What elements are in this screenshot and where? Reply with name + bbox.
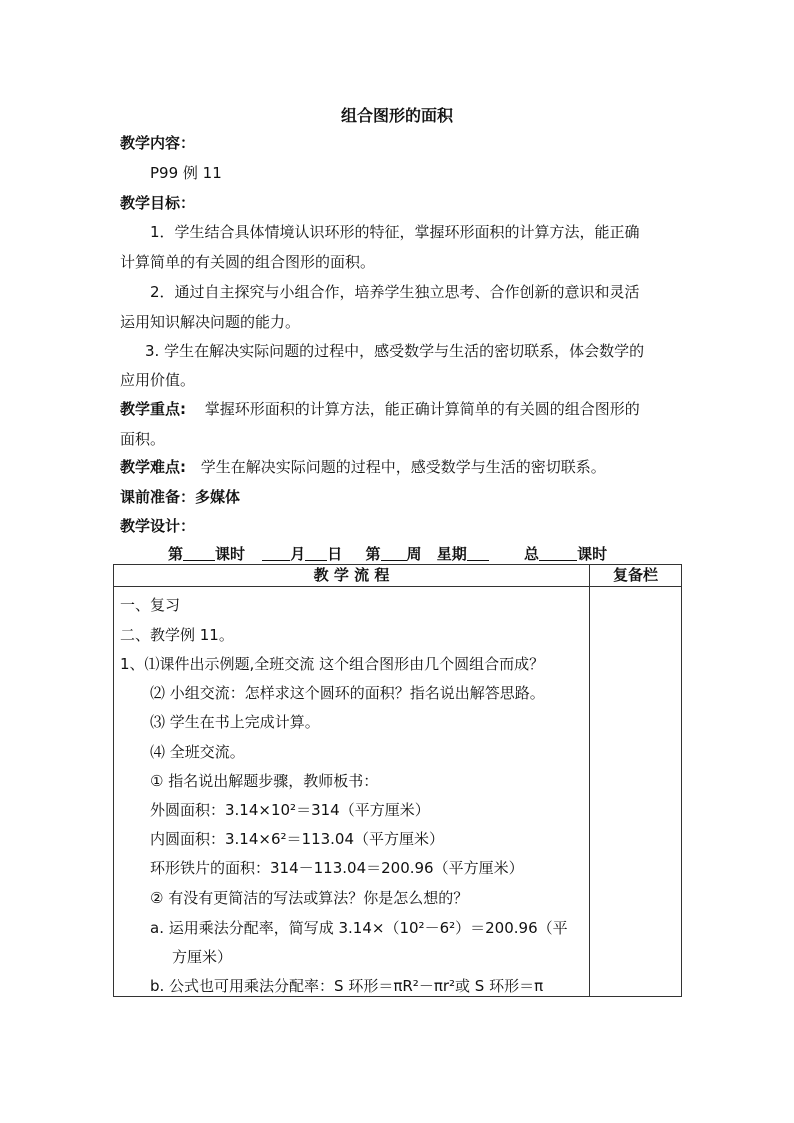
flow-line: 1、⑴课件出示例题,全班交流 这个组合图形由几个圆组合而成？ [120,655,545,673]
schedule-zong: 总 [524,545,540,563]
blank-total [539,546,577,561]
notes-cell [590,587,682,997]
schedule-yue: 月 [290,545,306,563]
schedule-xingqi: 星期 [436,545,467,563]
content-value: P99 例 11 [150,164,222,182]
schedule-ri: 日 [327,545,343,563]
flow-line: 方厘米） [172,948,233,966]
goal2-line1: 2．通过自主探究与小组合作，培养学生独立思考、合作创新的意识和灵活 [150,283,640,301]
key-line1: 掌握环形面积的计算方法，能正确计算简单的有关圆的组合图形的 [204,400,640,418]
flow-line: 内圆面积：3.14×6²＝113.04（平方厘米） [150,830,445,848]
flow-line: ② 有没有更简洁的写法或算法？你是怎么想的？ [150,889,469,907]
blank-day [305,546,327,561]
flow-line: 二、教学例 11。 [120,626,234,644]
flow-line: b. 公式也可用乘法分配率：S 环形＝πR²－πr²或 S 环形＝π [150,977,544,995]
goal1-line2: 计算简单的有关圆的组合图形的面积。 [120,253,376,271]
blank-week [381,546,407,561]
header-notes: 复备栏 [590,565,682,587]
difficulty-label: 教学难点: [120,458,186,476]
lesson-flow-table [113,564,682,997]
flow-line: 一、复习 [120,596,181,614]
flow-content-cell [114,587,590,997]
goals-label: 教学目标： [120,194,196,212]
content-label: 教学内容： [120,134,196,152]
flow-line: ⑶ 学生在书上完成计算。 [150,713,320,731]
design-label: 教学设计： [120,517,196,535]
goal3-line2: 应用价值。 [120,371,196,389]
key-line2: 面积。 [120,430,166,448]
goal2-line2: 运用知识解决问题的能力。 [120,313,301,331]
schedule-keshi2: 课时 [577,545,608,563]
header-flow: 教 学 流 程 [114,565,590,587]
prep-label: 课前准备：多媒体 [120,488,241,506]
flow-line: a. 运用乘法分配率，简写成 3.14×（10²－6²）＝200.96（平 [150,919,568,937]
flow-line: ⑵ 小组交流：怎样求这个圆环的面积？指名说出解答思路。 [150,684,545,702]
schedule-di2: 第 [365,545,381,563]
goal1-line1: 1．学生结合具体情境认识环形的特征，掌握环形面积的计算方法，能正确 [150,223,640,241]
schedule-keshi: 课时 [215,545,246,563]
blank-period [183,546,215,561]
schedule-line [168,543,607,564]
flow-line: 环形铁片的面积：314－113.04＝200.96（平方厘米） [150,859,524,877]
flow-line: ① 指名说出解题步骤，教师板书： [150,772,379,790]
flow-line: ⑷ 全班交流。 [150,743,245,761]
schedule-zhou: 周 [406,545,422,563]
key-label: 教学重点: [120,400,186,418]
key-point [120,399,680,419]
schedule-di: 第 [168,545,184,563]
page-title: 组合图形的面积 [340,106,453,125]
difficulty-text: 学生在解决实际问题的过程中，感受数学与生活的密切联系。 [200,458,606,476]
blank-month [262,546,290,561]
difficulty-point [120,457,680,477]
goal3-line1: 3. 学生在解决实际问题的过程中，感受数学与生活的密切联系，体会数学的 [145,342,645,360]
blank-weekday [467,546,489,561]
flow-line: 外圆面积：3.14×10²＝314（平方厘米） [150,801,430,819]
